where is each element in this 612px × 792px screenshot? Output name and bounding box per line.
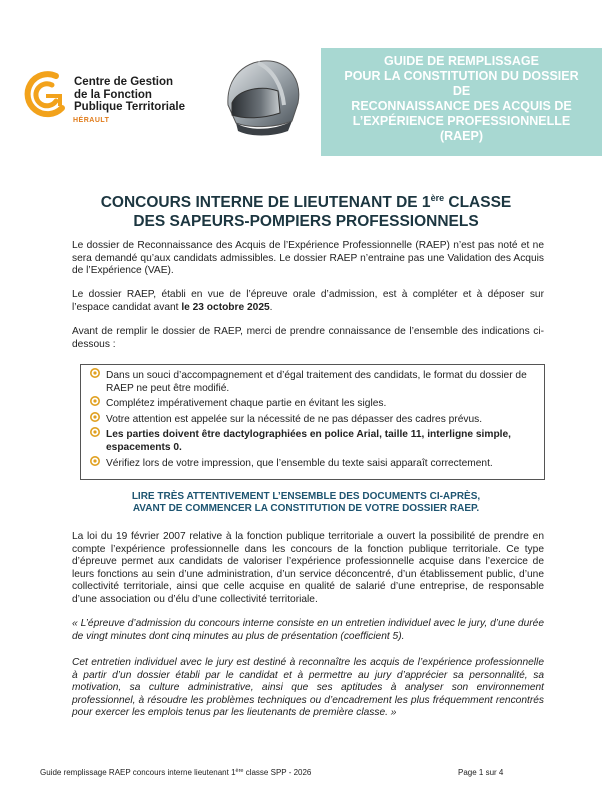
instruction-item: Les parties doivent être dactylographiées en police Arial, taille 11, interligne simple, espacements 0.	[89, 429, 536, 454]
page-title-line-1: CONCOURS INTERNE DE LIEUTENANT DE 1ère CLASSE	[100, 193, 512, 211]
guide-line-5: L’EXPÉRIENCE PROFESSIONNELLE	[352, 114, 571, 128]
guide-line-1: GUIDE DE REMPLISSAGE	[384, 54, 539, 68]
intro-paragraph-3: Avant de remplir le dossier de RAEP, merci de prendre connaissance de l’ensemble des indications ci-dessous :	[72, 326, 544, 350]
page-title-line-2: DES SAPEURS-POMPIERS PROFESSIONNELS	[133, 213, 479, 230]
footer-page-number: Page 1 sur 4	[458, 768, 504, 777]
body-paragraph-1: La loi du 19 février 2007 relative à la fonction publique territoriale a ouvert la possibilité de prendre en compte l’expérience professionnelle dans les concours de la fonction publique territoriale. Ce type d’épreuve permet aux candidats de valoriser l’expérience professionnelle acquise dans l’exercice de leurs fonctions au sein d’une administration, d’un service déconcentré, d’un établissement public, d’une collectivité territoriale, ainsi que celle acquise en qualité de salarié d’une entreprise, de responsable d’une association ou d’élu d’une collectivité territoriale.	[72, 531, 544, 605]
guide-line-6: (RAEP)	[439, 129, 484, 143]
intro-paragraph-2: Le dossier RAEP, établi en vue de l’épreuve orale d’admission, est à compléter et à déposer sur l’espace candidat avant le 23 octobre 2025.	[72, 289, 544, 313]
firefighter-helmet-icon	[218, 55, 306, 137]
cdg-logo-text	[74, 76, 185, 114]
logo-herault: HÉRAULT	[73, 117, 110, 124]
bullet-icon	[89, 455, 101, 467]
warning-line-1: LIRE TRÈS ATTENTIVEMENT L’ENSEMBLE DES DOCUMENTS CI-APRÈS,	[131, 491, 481, 502]
logo-line-3: Publique Territoriale	[74, 101, 185, 113]
page-title	[0, 189, 612, 231]
instruction-item: Dans un souci d’accompagnement et d’égal traitement des candidats, le format du dossier de RAEP ne peut être modifié.	[89, 370, 536, 395]
instruction-item: Votre attention est appelée sur la nécessité de ne pas dépasser des cadres prévus.	[89, 414, 536, 427]
cdg-logo-mark-icon	[22, 68, 70, 126]
bullet-icon	[89, 395, 101, 407]
bullet-icon	[89, 426, 101, 438]
footer-document-title: Guide remplissage RAEP concours interne lieutenant 1ère classe SPP - 2026	[40, 768, 312, 777]
warning-line-2: AVANT DE COMMENCER LA CONSTITUTION DE VOTRE DOSSIER RAEP.	[132, 503, 480, 514]
guide-title-box	[321, 48, 602, 156]
body-paragraph-3: Cet entretien individuel avec le jury est destiné à reconnaître les acquis de l’expérience professionnelle à partir d’un dossier établi par le candidat et à permettre au jury d’apprécier sa personnalité, sa motivation, sa culture administrative, ainsi que ses aptitudes à analyser son environnement professionnel, à résoudre les problèmes techniques ou d’encadrement les plus fréquemment rencontrés pour exercer les emplois tenus par les lieutenants de première classe. »	[72, 657, 544, 719]
instruction-item: Vérifiez lors de votre impression, que l’ensemble du texte saisi apparaît correctement.	[89, 458, 536, 471]
cdg-logo	[22, 68, 212, 128]
body-paragraph-2: « L’épreuve d’admission du concours interne consiste en un entretien individuel avec le jury, d’une durée de vingt minutes dont cinq minutes au plus de présentation (coefficient 5).	[72, 618, 544, 642]
warning-notice	[0, 491, 612, 515]
bullet-icon	[89, 411, 101, 423]
bullet-icon	[89, 367, 101, 379]
intro-paragraph-1: Le dossier de Reconnaissance des Acquis de l’Expérience Professionnelle (RAEP) n’est pas noté et ne sera demandé qu’aux candidats admissibles. Le dossier RAEP n’entraine pas une Validation des Acquis de l’Expérience (VAE).	[72, 240, 544, 277]
logo-line-2: de la Fonction	[74, 88, 152, 101]
guide-line-2: POUR LA CONSTITUTION DU DOSSIER	[344, 69, 579, 83]
logo-line-1: Centre de Gestion	[74, 76, 174, 88]
guide-line-4: RECONNAISSANCE DES ACQUIS DE	[351, 99, 572, 113]
instructions-box	[80, 364, 545, 480]
guide-line-3: DE	[452, 84, 471, 98]
instruction-item: Complétez impérativement chaque partie en évitant les sigles.	[89, 398, 536, 411]
